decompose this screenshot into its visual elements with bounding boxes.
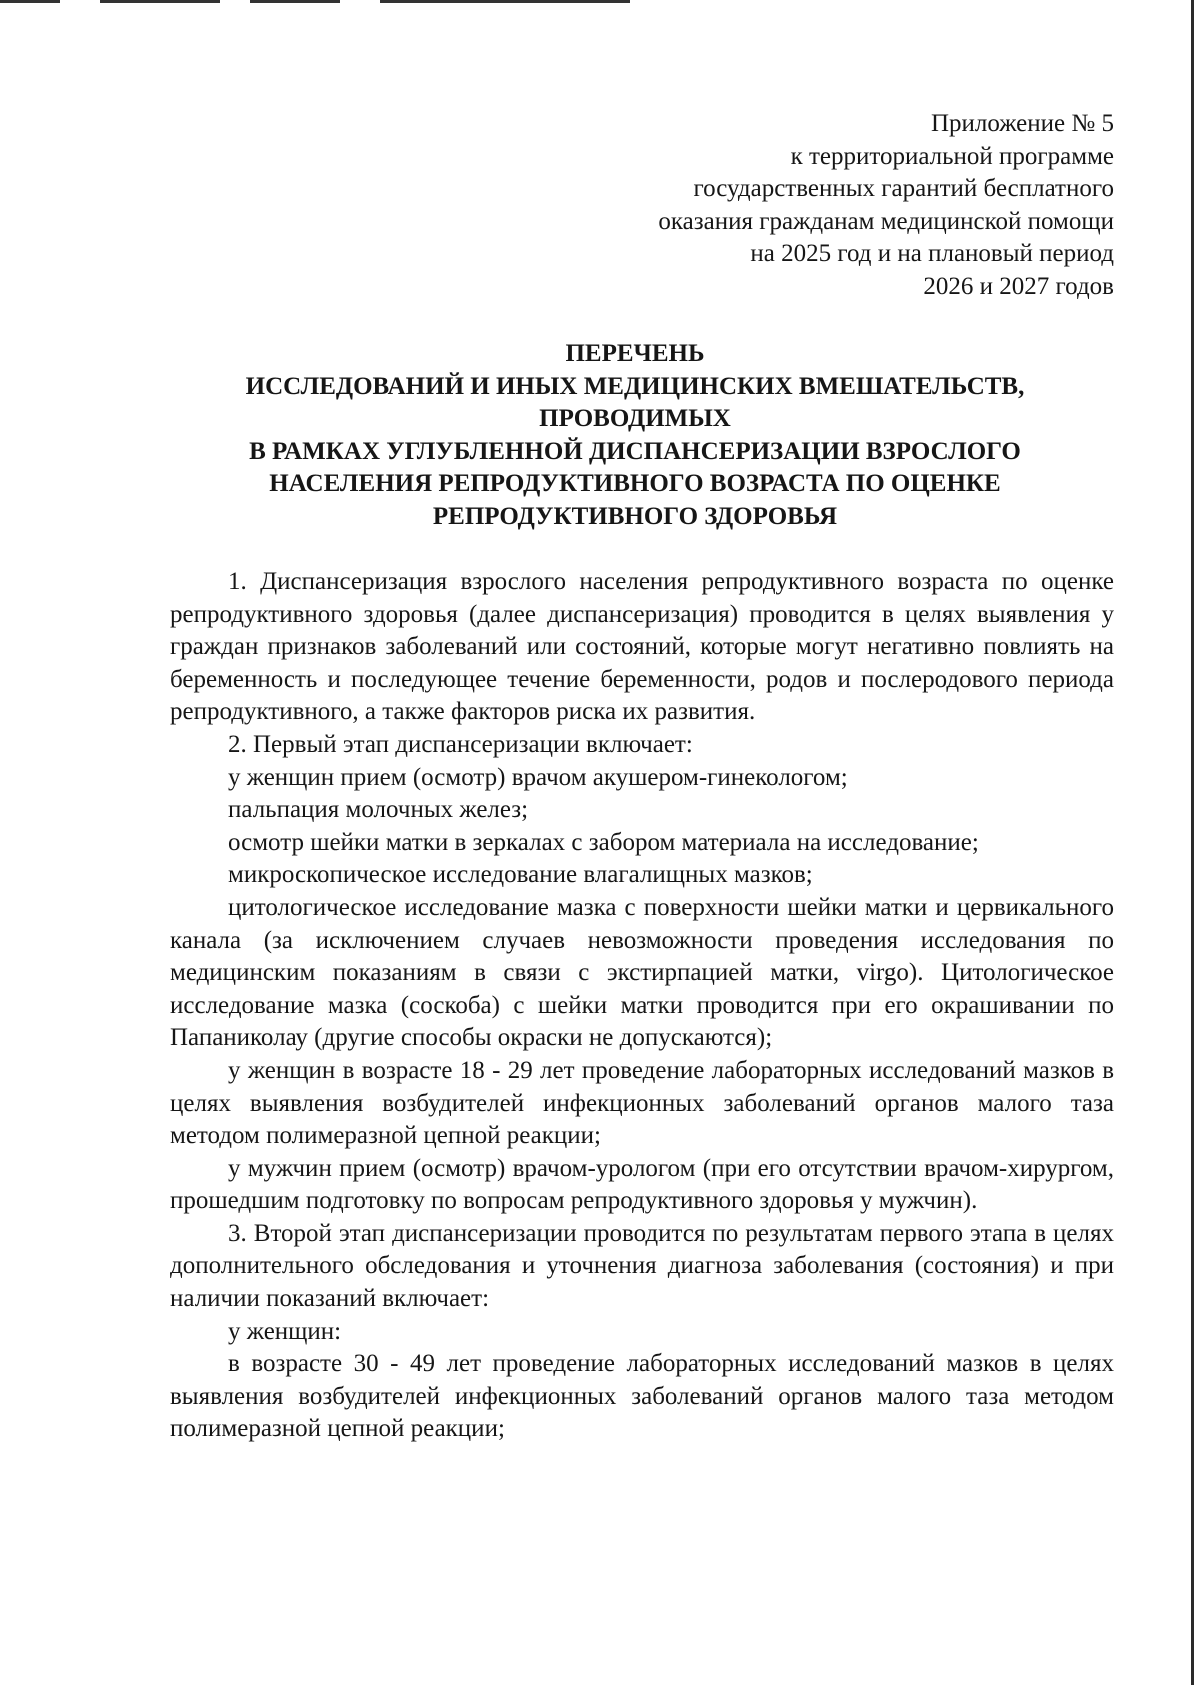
- title-line: ИССЛЕДОВАНИЙ И ИНЫХ МЕДИЦИНСКИХ ВМЕШАТЕЛЬСТВ,: [245, 372, 1025, 400]
- document-title: [140, 338, 1130, 534]
- annex-line: на 2025 год и на плановый период: [750, 240, 1114, 268]
- annex-line: 2026 и 2027 годов: [923, 272, 1114, 300]
- paragraph: осмотр шейки матки в зеркалах с забором материала на исследование;: [228, 828, 979, 856]
- paragraph: цитологическое исследование мазка с поверхности шейки матки и цервикального канала (за исключением случаев невозможности проведения исследования по медицинским показаниям в связи с экстирпацией матки, virgo). Цитологическое исследование мазка (соскоба) с шейки матки проводится при его окрашивании по Папаниколау (другие способы окраски не допускаются);: [170, 893, 1114, 1052]
- annex-line: к территориальной программе: [790, 142, 1114, 170]
- paragraph: 1. Диспансеризация взрослого населения репродуктивного возраста по оценке репродуктивного здоровья (далее диспансеризация) проводится в целях выявления у граждан признаков заболеваний или состояний, которые могут негативно повлиять на беременность и последующее течение беременности, родов и послеродового периода репродуктивного, а также факторов риска их развития.: [170, 568, 1114, 726]
- annex-line: государственных гарантий бесплатного: [693, 175, 1114, 203]
- title-line: НАСЕЛЕНИЯ РЕПРОДУКТИВНОГО ВОЗРАСТА ПО ОЦЕНКЕ: [269, 470, 1001, 498]
- title-line: В РАМКАХ УГЛУБЛЕННОЙ ДИСПАНСЕРИЗАЦИИ ВЗРОСЛОГО: [249, 437, 1021, 465]
- scan-edge-top: [100, 0, 220, 3]
- paragraph: у женщин в возрасте 18 - 29 лет проведение лабораторных исследований мазков в целях выявления возбудителей инфекционных заболеваний органов малого таза методом полимеразной цепной реакции;: [170, 1056, 1114, 1150]
- scan-edge-top: [0, 0, 60, 3]
- scan-edge-top: [380, 0, 630, 3]
- scan-edge-top: [250, 0, 340, 3]
- scan-edge: [1191, 0, 1194, 1685]
- paragraph: 3. Второй этап диспансеризации проводится по результатам первого этапа в целях дополнительного обследования и уточнения диагноза заболевания (состояния) и при наличии показаний включает:: [170, 1219, 1114, 1313]
- annex-line: Приложение № 5: [930, 110, 1114, 137]
- annex-header: [474, 108, 1114, 304]
- paragraph: у женщин:: [228, 1317, 342, 1345]
- paragraph: микроскопическое исследование влагалищных мазков;: [228, 861, 813, 889]
- document-body: [170, 566, 1114, 1446]
- title-line: ПРОВОДИМЫХ: [539, 405, 731, 433]
- paragraph: у мужчин прием (осмотр) врачом-урологом (при его отсутствии врачом-хирургом, прошедшим подготовку по вопросам репродуктивного здоровья у мужчин).: [170, 1154, 1114, 1215]
- annex-line: оказания гражданам медицинской помощи: [658, 207, 1114, 235]
- title-line: РЕПРОДУКТИВНОГО ЗДОРОВЬЯ: [432, 502, 838, 530]
- paragraph: пальпация молочных желез;: [228, 796, 529, 824]
- paragraph: в возрасте 30 - 49 лет проведение лабораторных исследований мазков в целях выявления возбудителей инфекционных заболеваний органов малого таза методом полимеразной цепной реакции;: [170, 1350, 1114, 1443]
- paragraph: 2. Первый этап диспансеризации включает:: [228, 730, 693, 758]
- title-line: ПЕРЕЧЕНЬ: [565, 340, 705, 367]
- paragraph: у женщин прием (осмотр) врачом акушером-гинекологом;: [228, 763, 848, 791]
